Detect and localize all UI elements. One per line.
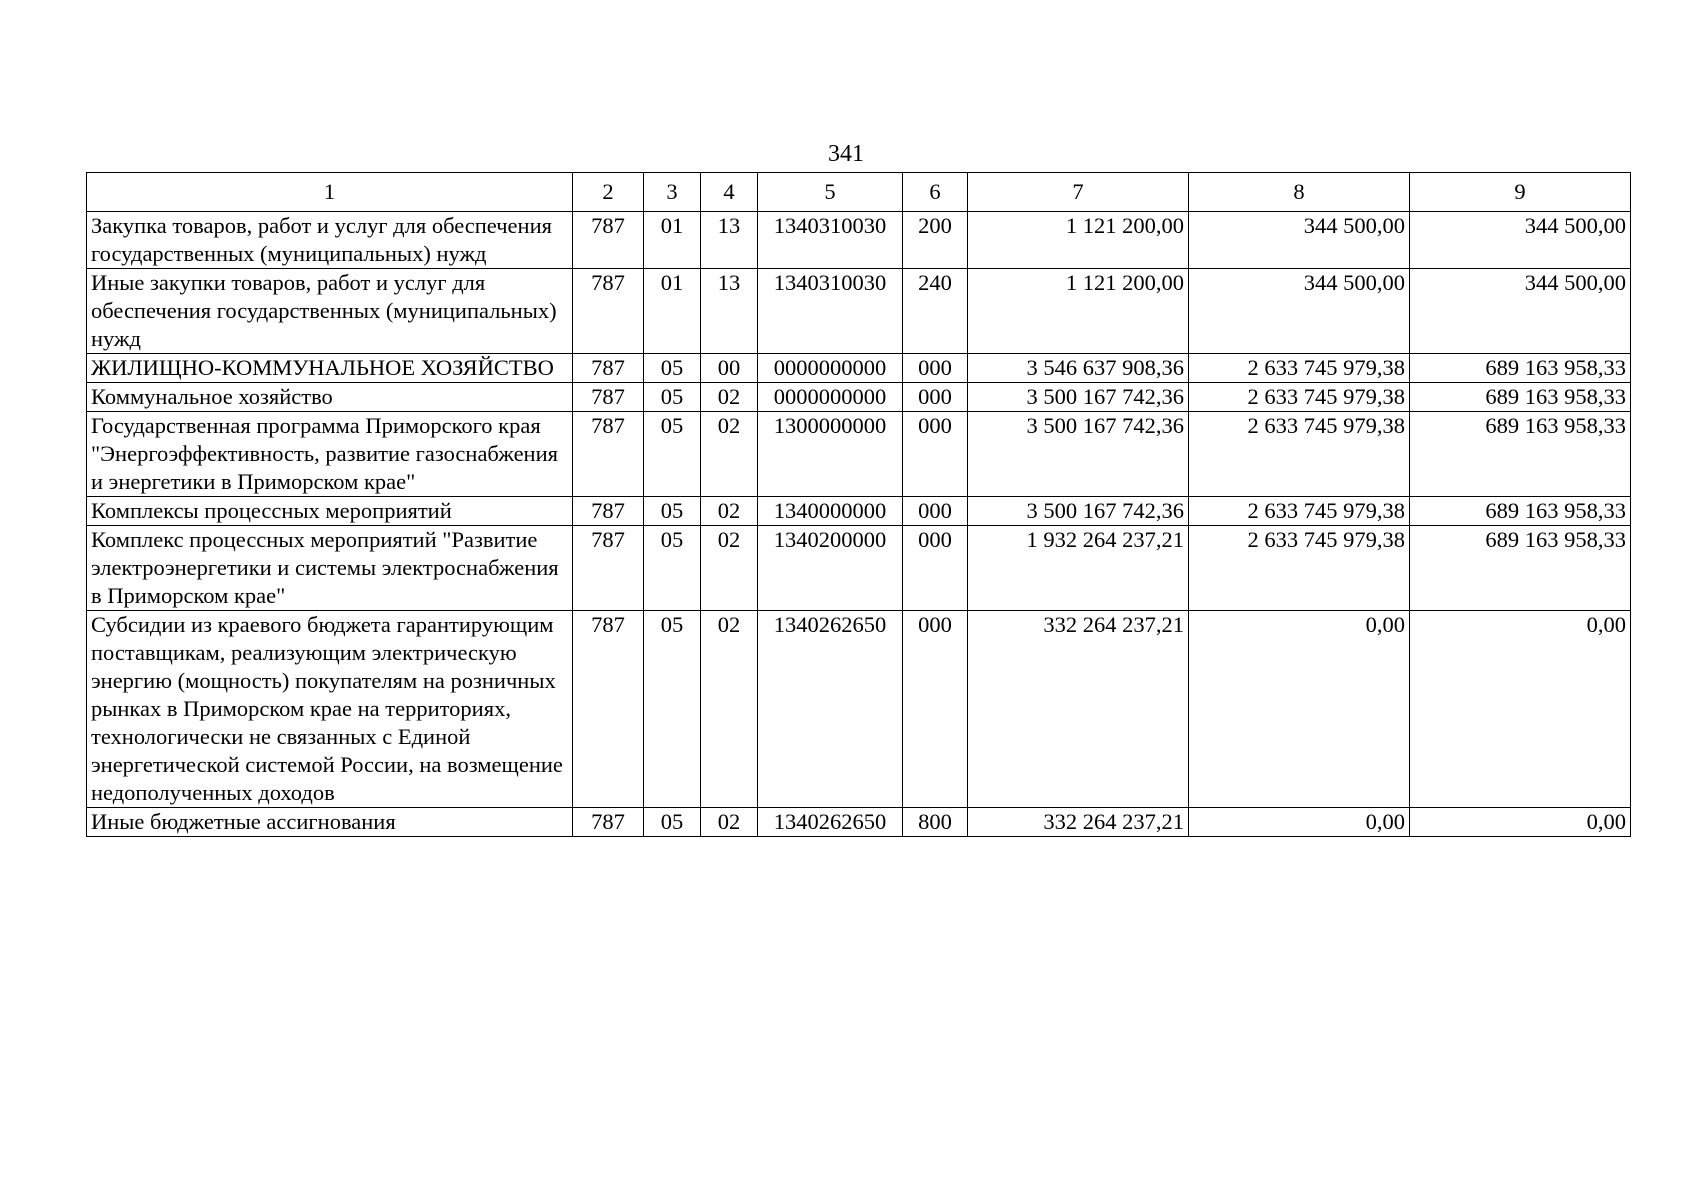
row-glava-code: 787 [573,611,644,808]
row-amount-col8: 2 633 745 979,38 [1189,412,1410,497]
row-target-article-code: 1340262650 [758,611,903,808]
header-row [87,173,1631,212]
row-amount-col8: 2 633 745 979,38 [1189,354,1410,383]
row-glava-code: 787 [573,526,644,611]
row-podrazdel-code: 00 [701,354,758,383]
column-header-4: 4 [701,173,758,212]
row-glava-code: 787 [573,354,644,383]
row-amount-col8: 2 633 745 979,38 [1189,383,1410,412]
row-name: Иные бюджетные ассигнования [87,808,573,837]
column-header-3: 3 [644,173,701,212]
column-header-9: 9 [1410,173,1631,212]
row-expense-type-code: 200 [903,212,968,269]
row-glava-code: 787 [573,383,644,412]
table-row [87,354,1631,383]
row-expense-type-code: 000 [903,526,968,611]
row-podrazdel-code: 02 [701,808,758,837]
row-name: Коммунальное хозяйство [87,383,573,412]
row-amount-col8: 0,00 [1189,808,1410,837]
row-amount-col9: 689 163 958,33 [1410,383,1631,412]
column-header-5: 5 [758,173,903,212]
row-expense-type-code: 000 [903,412,968,497]
row-amount-col7: 332 264 237,21 [968,611,1189,808]
row-amount-col7: 1 121 200,00 [968,212,1189,269]
row-target-article-code: 1340310030 [758,269,903,354]
row-name: Иные закупки товаров, работ и услуг для обеспечения государственных (муниципальных) нужд [87,269,573,354]
row-glava-code: 787 [573,808,644,837]
row-amount-col9: 689 163 958,33 [1410,526,1631,611]
row-podrazdel-code: 02 [701,497,758,526]
page-number: 341 [828,141,864,167]
row-amount-col8: 2 633 745 979,38 [1189,497,1410,526]
column-header-8: 8 [1189,173,1410,212]
row-amount-col7: 3 500 167 742,36 [968,383,1189,412]
row-amount-col9: 689 163 958,33 [1410,354,1631,383]
row-glava-code: 787 [573,497,644,526]
row-podrazdel-code: 02 [701,526,758,611]
row-amount-col7: 332 264 237,21 [968,808,1189,837]
table-row [87,383,1631,412]
row-glava-code: 787 [573,412,644,497]
row-razdel-code: 05 [644,412,701,497]
row-amount-col9: 689 163 958,33 [1410,497,1631,526]
column-header-2: 2 [573,173,644,212]
row-expense-type-code: 240 [903,269,968,354]
row-expense-type-code: 000 [903,383,968,412]
table-row [87,412,1631,497]
row-podrazdel-code: 02 [701,383,758,412]
row-amount-col8: 0,00 [1189,611,1410,808]
row-razdel-code: 05 [644,526,701,611]
table-row [87,526,1631,611]
column-header-1: 1 [87,173,573,212]
row-razdel-code: 05 [644,383,701,412]
row-amount-col8: 344 500,00 [1189,269,1410,354]
column-header-7: 7 [968,173,1189,212]
row-target-article-code: 1340200000 [758,526,903,611]
table-row [87,808,1631,837]
row-razdel-code: 05 [644,497,701,526]
row-name: Субсидии из краевого бюджета гарантирующим поставщикам, реализующим электрическую энергию (мощность) покупателям на розничных рынках в Приморском крае на территориях, технологически не связанных с Единой энергетической системой России, на возмещение недополученных доходов [87,611,573,808]
row-amount-col8: 2 633 745 979,38 [1189,526,1410,611]
row-glava-code: 787 [573,269,644,354]
row-name: Комплексы процессных мероприятий [87,497,573,526]
row-name: Комплекс процессных мероприятий "Развитие электроэнергетики и системы электроснабжения в Приморском крае" [87,526,573,611]
row-expense-type-code: 800 [903,808,968,837]
row-amount-col7: 3 546 637 908,36 [968,354,1189,383]
row-expense-type-code: 000 [903,497,968,526]
row-amount-col7: 1 932 264 237,21 [968,526,1189,611]
row-glava-code: 787 [573,212,644,269]
row-amount-col9: 344 500,00 [1410,212,1631,269]
row-razdel-code: 05 [644,808,701,837]
row-name: Государственная программа Приморского края "Энергоэффективность, развитие газоснабжения и энергетики в Приморском крае" [87,412,573,497]
row-amount-col7: 3 500 167 742,36 [968,412,1189,497]
row-expense-type-code: 000 [903,354,968,383]
row-razdel-code: 05 [644,354,701,383]
row-amount-col7: 1 121 200,00 [968,269,1189,354]
row-target-article-code: 0000000000 [758,354,903,383]
row-amount-col7: 3 500 167 742,36 [968,497,1189,526]
row-amount-col9: 0,00 [1410,611,1631,808]
table-row [87,497,1631,526]
budget-table [86,172,1631,837]
row-podrazdel-code: 13 [701,269,758,354]
row-name: Закупка товаров, работ и услуг для обеспечения государственных (муниципальных) нужд [87,212,573,269]
table-row [87,269,1631,354]
table-row [87,212,1631,269]
row-razdel-code: 01 [644,212,701,269]
row-amount-col9: 344 500,00 [1410,269,1631,354]
column-header-6: 6 [903,173,968,212]
row-name: ЖИЛИЩНО-КОММУНАЛЬНОЕ ХОЗЯЙСТВО [87,354,573,383]
row-amount-col8: 344 500,00 [1189,212,1410,269]
table-row [87,611,1631,808]
row-podrazdel-code: 02 [701,412,758,497]
row-razdel-code: 05 [644,611,701,808]
row-expense-type-code: 000 [903,611,968,808]
row-target-article-code: 1300000000 [758,412,903,497]
row-podrazdel-code: 13 [701,212,758,269]
row-target-article-code: 0000000000 [758,383,903,412]
row-amount-col9: 689 163 958,33 [1410,412,1631,497]
row-target-article-code: 1340262650 [758,808,903,837]
row-podrazdel-code: 02 [701,611,758,808]
row-amount-col9: 0,00 [1410,808,1631,837]
row-target-article-code: 1340310030 [758,212,903,269]
row-razdel-code: 01 [644,269,701,354]
row-target-article-code: 1340000000 [758,497,903,526]
